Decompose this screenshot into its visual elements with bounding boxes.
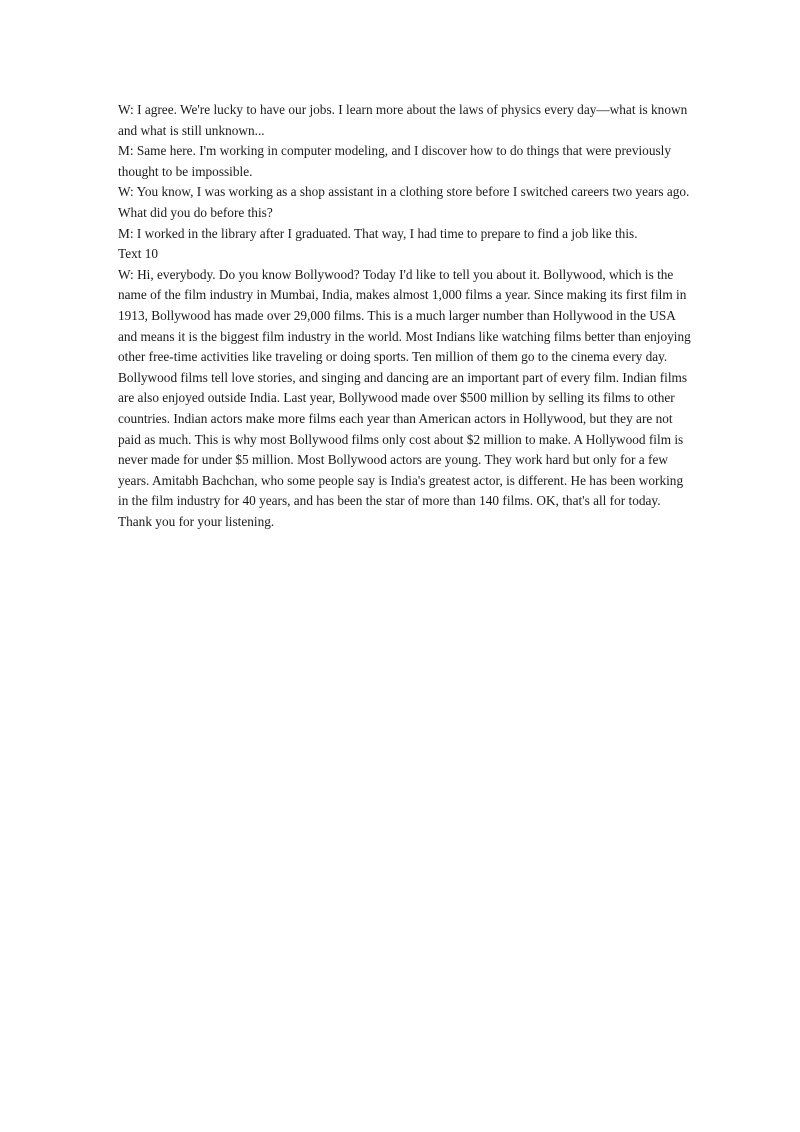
dialogue-line-w-shop-assistant: W: You know, I was working as a shop assistant in a clothing store before I switched careers two years ago. What did you do before this? xyxy=(118,184,690,220)
section-heading-text-10: Text 10 xyxy=(118,246,159,262)
monologue-bollywood: W: Hi, everybody. Do you know Bollywood? Today I'd like to tell you about it. Bollywood, which is the name of the film industry in Mumbai, India, makes almost 1,000 films a year. Since making its first film in 1913, Bollywood has made over 29,000 films. This is a much larger number than Hollywood in the USA and means it is the biggest film industry in the world. Most Indians like watching films better than enjoying other free-time activities like traveling or doing sports. Ten million of them go to the cinema every day. Bollywood films tell love stories, and singing and dancing are an important part of every film. Indian films are also enjoyed outside India. Last year, Bollywood made over $500 million by selling its films to other countries. Indian actors make more films each year than American actors in Hollywood, but they are not paid as much. This is why most Bollywood films only cost about $2 million to make. A Hollywood film is never made for under $5 million. Most Bollywood actors are young. They work hard but only for a few years. Amitabh Bachchan, who some people say is India's greatest actor, is different. He has been working in the film industry for 40 years, and has been the star of more than 140 films. OK, that's all for today. Thank you for your listening. xyxy=(118,266,691,529)
transcript-text xyxy=(118,100,693,532)
dialogue-line-m-same-here: M: Same here. I'm working in computer modeling, and I discover how to do things that were previously thought to be impossible. xyxy=(118,143,671,179)
dialogue-line-m-library: M: I worked in the library after I graduated. That way, I had time to prepare to find a job like this. xyxy=(118,225,638,241)
dialogue-line-w-agree: W: I agree. We're lucky to have our jobs. I learn more about the laws of physics every day—what is known and what is still unknown... xyxy=(118,102,688,138)
